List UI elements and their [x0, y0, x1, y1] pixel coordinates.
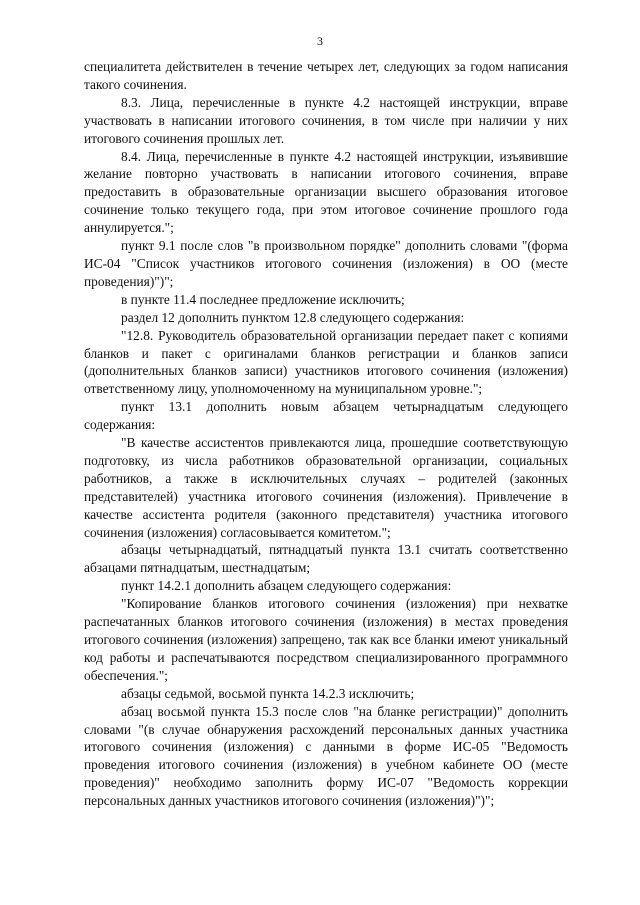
- document-body: [84, 58, 568, 810]
- paragraph-14-2-1-amendment: пункт 14.2.1 дополнить абзацем следующего содержания:: [121, 578, 452, 594]
- paragraph-15-3-amendment: абзац восьмой пункта 15.3 после слов "на бланке регистрации)" дополнить словами "(в случае обнаружения расхождений персональных данных участника итогового сочинения (изложения) с данными в форме ИС-05 "Ведомость проведения итогового сочинения (изложения) в учебном кабинете ОО (месте проведения)" необходимо заполнить форму ИС-07 "Ведомость коррекции персональных данных участников итогового сочинения (изложения)")";: [84, 703, 568, 809]
- paragraph-assistants: "В качестве ассистентов привлекаются лица, прошедшие соответствующую подготовку, из числа работников образовательной организации, социальных работников, а также в исключительных случаях – родителей (законных представителей) участника итогового сочинения (изложения). Привлечение в качестве ассистента родителя (законного представителя) участника итогового сочинения (изложения) согласовывается комитетом.";: [84, 435, 568, 540]
- paragraph-8-3: 8.3. Лица, перечисленные в пункте 4.2 настоящей инструкции, вправе участвовать в написании итогового сочинения, в том числе при наличии у них итогового сочинения прошлых лет.: [84, 94, 568, 146]
- paragraph-9-1-amendment: пункт 9.1 после слов "в произвольном порядке" дополнить словами "(форма ИС-04 "Список участников итогового сочинения (изложения) в ОО (месте проведения)")";: [84, 238, 568, 289]
- paragraph-11-4-amendment: в пункте 11.4 последнее предложение исключить;: [121, 291, 405, 307]
- paragraph-12-8: "12.8. Руководитель образовательной организации передает пакет с копиями бланков и пакет с оригиналами бланков регистрации и бланков записи (дополнительных бланков записи) участников итогового сочинения (изложения) ответственному лицу, уполномоченному на муниципальном уровне.";: [84, 327, 568, 397]
- paragraph-copying-prohibited: "Копирование бланков итогового сочинения (изложения) при нехватке распечатанных бланков итогового сочинения (изложения) в местах проведения итогового сочинения (изложения) запрещено, так как все бланки имеют уникальный код работы и распечатываются посредством специализированного программного обеспечения.";: [84, 596, 568, 683]
- page-number: 3: [317, 34, 323, 48]
- paragraph-14-2-3-amendment: абзацы седьмой, восьмой пункта 14.2.3 исключить;: [121, 685, 415, 701]
- paragraph-8-4: 8.4. Лица, перечисленные в пункте 4.2 настоящей инструкции, изъявившие желание повторно участвовать в написании итогового сочинения, вправе предоставить в образовательные организации высшего образования итоговое сочинение только текущего года, при этом итоговое сочинение прошлого года аннулируется.";: [84, 148, 568, 236]
- paragraph-continuation: специалитета действителен в течение четырех лет, следующих за годом написания такого сочинения.: [84, 59, 568, 92]
- paragraph-section-12-amendment: раздел 12 дополнить пунктом 12.8 следующего содержания:: [121, 309, 465, 325]
- paragraph-13-1-amendment: пункт 13.1 дополнить новым абзацем четырнадцатым следующего содержания:: [84, 399, 568, 433]
- paragraph-13-1-renumber: абзацы четырнадцатый, пятнадцатый пункта 13.1 считать соответственно абзацами пятнадцатым, шестнадцатым;: [84, 542, 568, 576]
